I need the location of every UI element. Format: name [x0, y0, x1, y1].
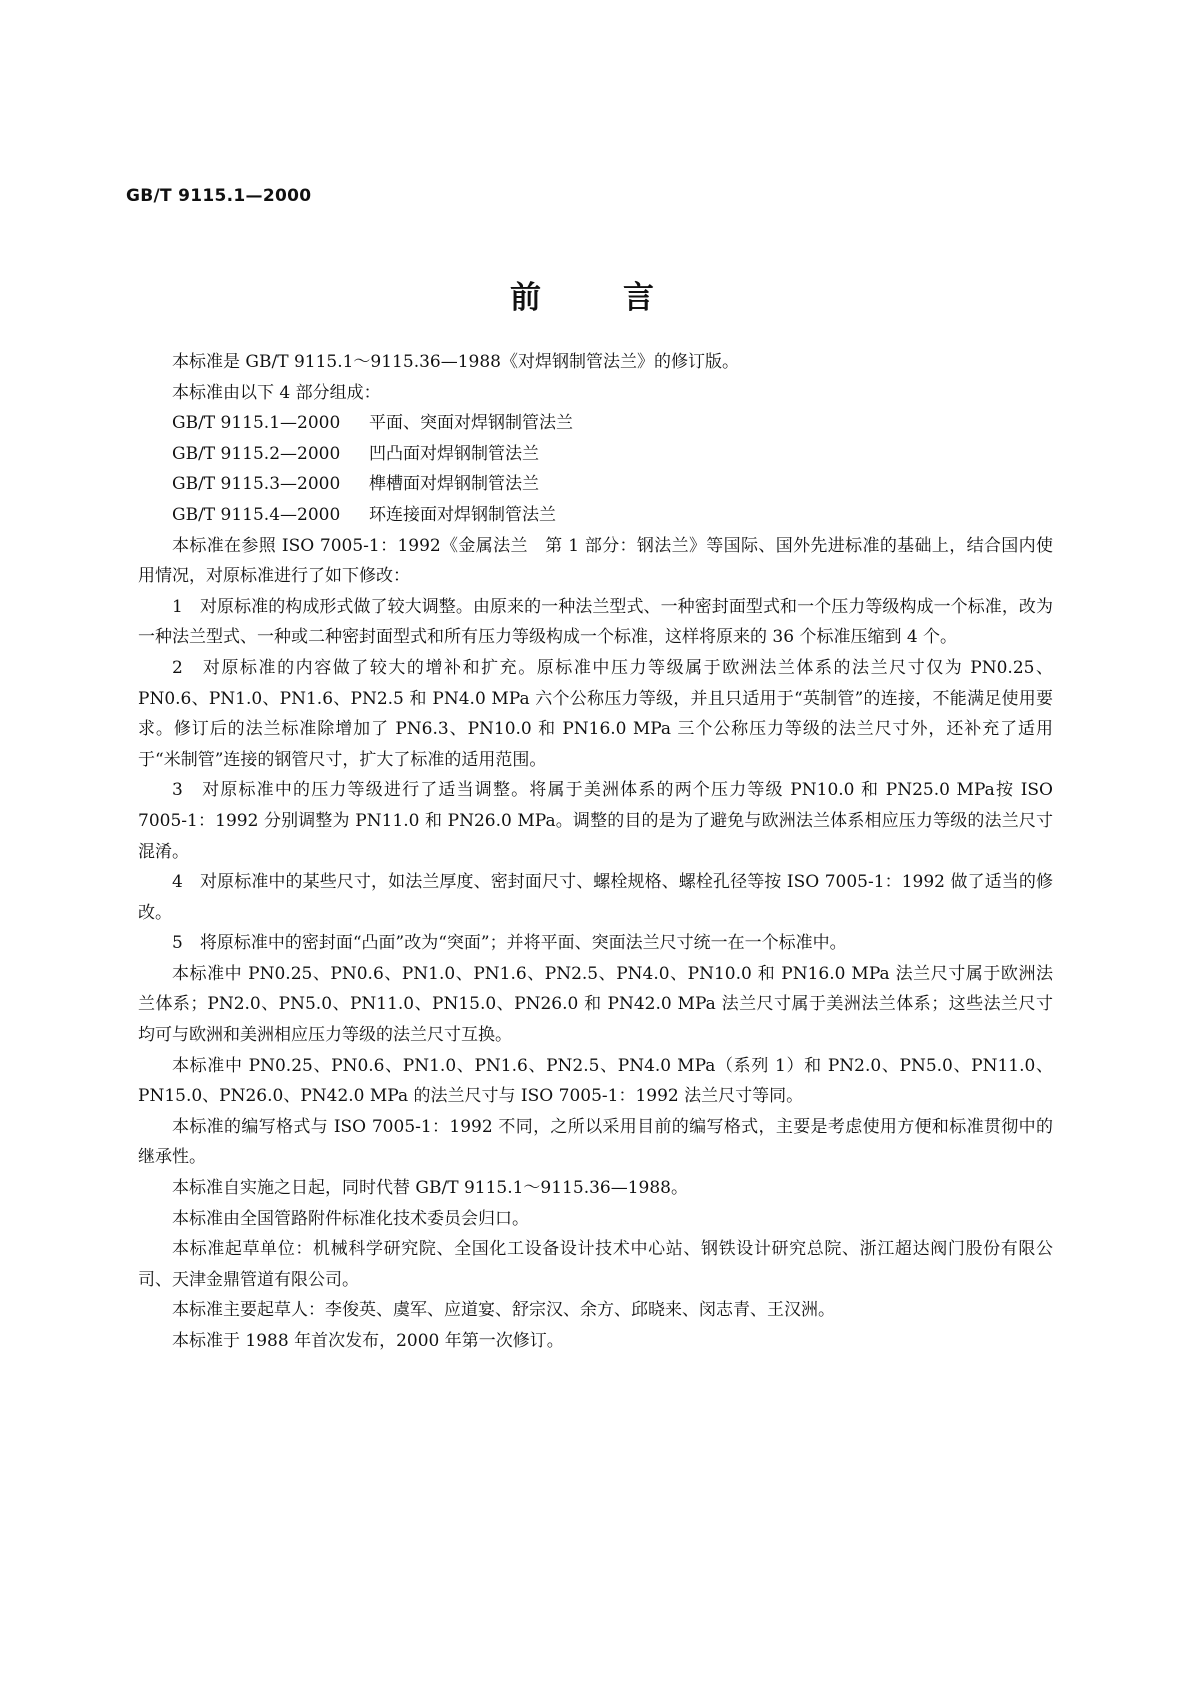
standard-part-item	[138, 469, 1053, 500]
standard-part-item	[138, 439, 1053, 470]
intro-paragraph: 本标准由以下 4 部分组成：	[172, 382, 381, 403]
standard-part-code: GB/T 9115.1—2000	[172, 413, 341, 434]
body-paragraph: 1 对原标准的构成形式做了较大调整。由原来的一种法兰型式、一种密封面型式和一个压力等级构成一个标准，改为一种法兰型式、一种或二种密封面型式和所有压力等级构成一个标准，这样将原来的 36 个标准压缩到 4 个。	[138, 596, 1053, 648]
body-paragraph: 本标准的编写格式与 ISO 7005-1：1992 不同，之所以采用目前的编写格式，主要是考虑使用方便和标准贯彻中的继承性。	[138, 1116, 1053, 1168]
standard-part-code: GB/T 9115.3—2000	[172, 474, 341, 495]
intro-paragraph: 本标准是 GB/T 9115.1～9115.36—1988《对焊钢制管法兰》的修订版。	[172, 352, 739, 372]
standard-part-item	[138, 500, 1053, 531]
body-paragraph: 本标准主要起草人：李俊英、虞军、应道宴、舒宗汉、余方、邱晓来、闵志青、王汉洲。	[172, 1300, 835, 1321]
standard-part-code: GB/T 9115.4—2000	[172, 504, 341, 525]
body-paragraph: 2 对原标准的内容做了较大的增补和扩充。原标准中压力等级属于欧洲法兰体系的法兰尺寸仅为 PN0.25、PN0.6、PN1.0、PN1.6、PN2.5 和 PN4.0 MPa 六个公称压力等级，并且只适用于“英制管”的连接，不能满足使用要求。修订后的法兰标准除增加了 PN6.3、PN10.0 和 PN16.0 MPa 三个公称压力等级的法兰尺寸外，还补充了适用于“米制管”连接的钢管尺寸，扩大了标准的适用范围。	[138, 657, 1053, 770]
document-code-header: GB/T 9115.1—2000	[126, 186, 312, 206]
standard-part-name: 环连接面对焊钢制管法兰	[369, 504, 556, 525]
standard-part-name: 平面、突面对焊钢制管法兰	[369, 413, 573, 434]
body-paragraph: 本标准于 1988 年首次发布，2000 年第一次修订。	[172, 1331, 564, 1351]
body-paragraph: 本标准起草单位：机械科学研究院、全国化工设备设计技术中心站、钢铁设计研究总院、浙江超达阀门股份有限公司、天津金鼎管道有限公司。	[138, 1239, 1053, 1290]
body-paragraph: 本标准由全国管路附件标准化技术委员会归口。	[172, 1208, 529, 1229]
body-paragraph: 本标准中 PN0.25、PN0.6、PN1.0、PN1.6、PN2.5、PN4.0、PN10.0 和 PN16.0 MPa 法兰尺寸属于欧洲法兰体系；PN2.0、PN5.0、PN11.0、PN15.0、PN26.0 和 PN42.0 MPa 法兰尺寸属于美洲法兰体系；这些法兰尺寸均可与欧洲和美洲相应压力等级的法兰尺寸互换。	[138, 963, 1053, 1046]
standard-part-name: 榫槽面对焊钢制管法兰	[369, 474, 539, 495]
standard-part-item	[138, 408, 1053, 439]
body-paragraph: 3 对原标准中的压力等级进行了适当调整。将属于美洲体系的两个压力等级 PN10.0 和 PN25.0 MPa按 ISO 7005-1：1992 分别调整为 PN11.0 和 PN26.0 MPa。调整的目的是为了避免与欧洲法兰体系相应压力等级的法兰尺寸混淆。	[138, 780, 1053, 862]
page-title: 前言	[510, 280, 736, 316]
body-paragraph: 5 将原标准中的密封面“凸面”改为“突面”；并将平面、突面法兰尺寸统一在一个标准中。	[172, 933, 847, 954]
body-paragraph: 本标准中 PN0.25、PN0.6、PN1.0、PN1.6、PN2.5、PN4.0 MPa（系列 1）和 PN2.0、PN5.0、PN11.0、PN15.0、PN26.0、PN42.0 MPa 的法兰尺寸与 ISO 7005-1：1992 法兰尺寸等同。	[138, 1055, 1053, 1107]
standard-part-code: GB/T 9115.2—2000	[172, 443, 341, 464]
standard-part-name: 凹凸面对焊钢制管法兰	[369, 443, 539, 464]
body-paragraph: 4 对原标准中的某些尺寸，如法兰厚度、密封面尺寸、螺栓规格、螺栓孔径等按 ISO 7005-1：1992 做了适当的修改。	[138, 872, 1053, 923]
body-paragraph: 本标准自实施之日起，同时代替 GB/T 9115.1～9115.36—1988。	[172, 1178, 688, 1199]
document-body	[138, 347, 1053, 1357]
body-paragraph: 本标准在参照 ISO 7005-1：1992《金属法兰 第 1 部分：钢法兰》等国际、国外先进标准的基础上，结合国内使用情况，对原标准进行了如下修改：	[138, 535, 1053, 587]
